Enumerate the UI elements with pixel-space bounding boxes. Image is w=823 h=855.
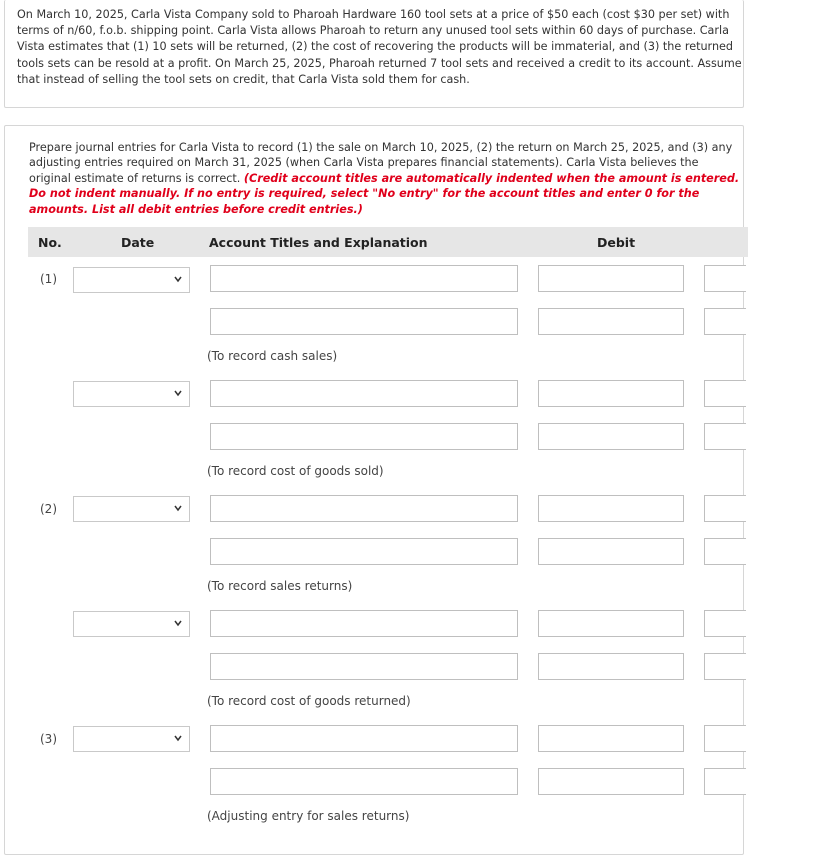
account-title-input[interactable] (210, 308, 518, 335)
chevron-down-icon (173, 618, 183, 628)
account-title-input[interactable] (210, 768, 518, 795)
credit-input[interactable] (704, 768, 746, 795)
debit-input[interactable] (538, 495, 684, 522)
task-card (4, 125, 744, 855)
debit-input[interactable] (538, 768, 684, 795)
header-debit: Debit (597, 235, 636, 250)
credit-input[interactable] (704, 423, 746, 450)
date-select[interactable] (73, 496, 190, 522)
entry-number: (2) (40, 502, 57, 516)
credit-input[interactable] (704, 495, 746, 522)
chevron-down-icon (173, 733, 183, 743)
account-title-input[interactable] (210, 653, 518, 680)
credit-input[interactable] (704, 725, 746, 752)
entry-explanation: (To record cost of goods returned) (207, 694, 411, 708)
table-header (28, 227, 748, 257)
account-title-input[interactable] (210, 725, 518, 752)
problem-card (4, 0, 744, 108)
chevron-down-icon (173, 388, 183, 398)
header-date: Date (121, 235, 155, 250)
entry-explanation: (Adjusting entry for sales returns) (207, 809, 410, 823)
account-title-input[interactable] (210, 380, 518, 407)
date-select[interactable] (73, 611, 190, 637)
entry-number: (1) (40, 272, 57, 286)
date-select[interactable] (73, 726, 190, 752)
entry-explanation: (To record cash sales) (207, 349, 338, 363)
date-select[interactable] (73, 381, 190, 407)
debit-input[interactable] (538, 538, 684, 565)
credit-input[interactable] (704, 380, 746, 407)
instructions (29, 140, 743, 217)
instructions-text: Prepare journal entries for Carla Vista to record (1) the sale on March 10, 2025, (2) the return on March 25, 2025, and (3) any adjusting entries required on March 31, 2025 (when Carla Vista prepares financial statements). Carla Vista believes the original estimate of returns is correct. (29, 141, 733, 185)
debit-input[interactable] (538, 308, 684, 335)
debit-input[interactable] (538, 610, 684, 637)
instructions-note: (Credit account titles are automatically indented when the amount is entered. Do not indent manually. If no entry is required, select "No entry" for the account titles and enter 0 for the amounts. List all debit entries before credit entries.) (29, 171, 740, 216)
header-account: Account Titles and Explanation (209, 235, 428, 250)
debit-input[interactable] (538, 725, 684, 752)
account-title-input[interactable] (210, 495, 518, 522)
credit-input[interactable] (704, 538, 746, 565)
debit-input[interactable] (538, 423, 684, 450)
chevron-down-icon (173, 274, 183, 284)
account-title-input[interactable] (210, 265, 518, 292)
header-no: No. (38, 235, 62, 250)
debit-input[interactable] (538, 653, 684, 680)
problem-statement: On March 10, 2025, Carla Vista Company sold to Pharoah Hardware 160 tool sets at a price of $50 each (cost $30 per set) with terms of n/60, f.o.b. shipping point. Carla Vista allows Pharoah to return any unused tool sets within 60 days of purchase. Carla Vista estimates that (1) 10 sets will be returned, (2) the cost of recovering the products will be immaterial, and (3) the returned tools sets can be resold at a profit. On March 25, 2025, Pharoah returned 7 tool sets and received a credit to its account. Assume that instead of selling the tool sets on credit, that Carla Vista sold them for cash. (17, 8, 742, 86)
account-title-input[interactable] (210, 423, 518, 450)
entry-explanation: (To record sales returns) (207, 579, 353, 593)
chevron-down-icon (173, 503, 183, 513)
debit-input[interactable] (538, 265, 684, 292)
credit-input[interactable] (704, 610, 746, 637)
credit-input[interactable] (704, 308, 746, 335)
credit-input[interactable] (704, 653, 746, 680)
account-title-input[interactable] (210, 610, 518, 637)
account-title-input[interactable] (210, 538, 518, 565)
entry-explanation: (To record cost of goods sold) (207, 464, 384, 478)
entry-number: (3) (40, 732, 57, 746)
credit-input[interactable] (704, 265, 746, 292)
debit-input[interactable] (538, 380, 684, 407)
date-select[interactable] (73, 267, 190, 293)
